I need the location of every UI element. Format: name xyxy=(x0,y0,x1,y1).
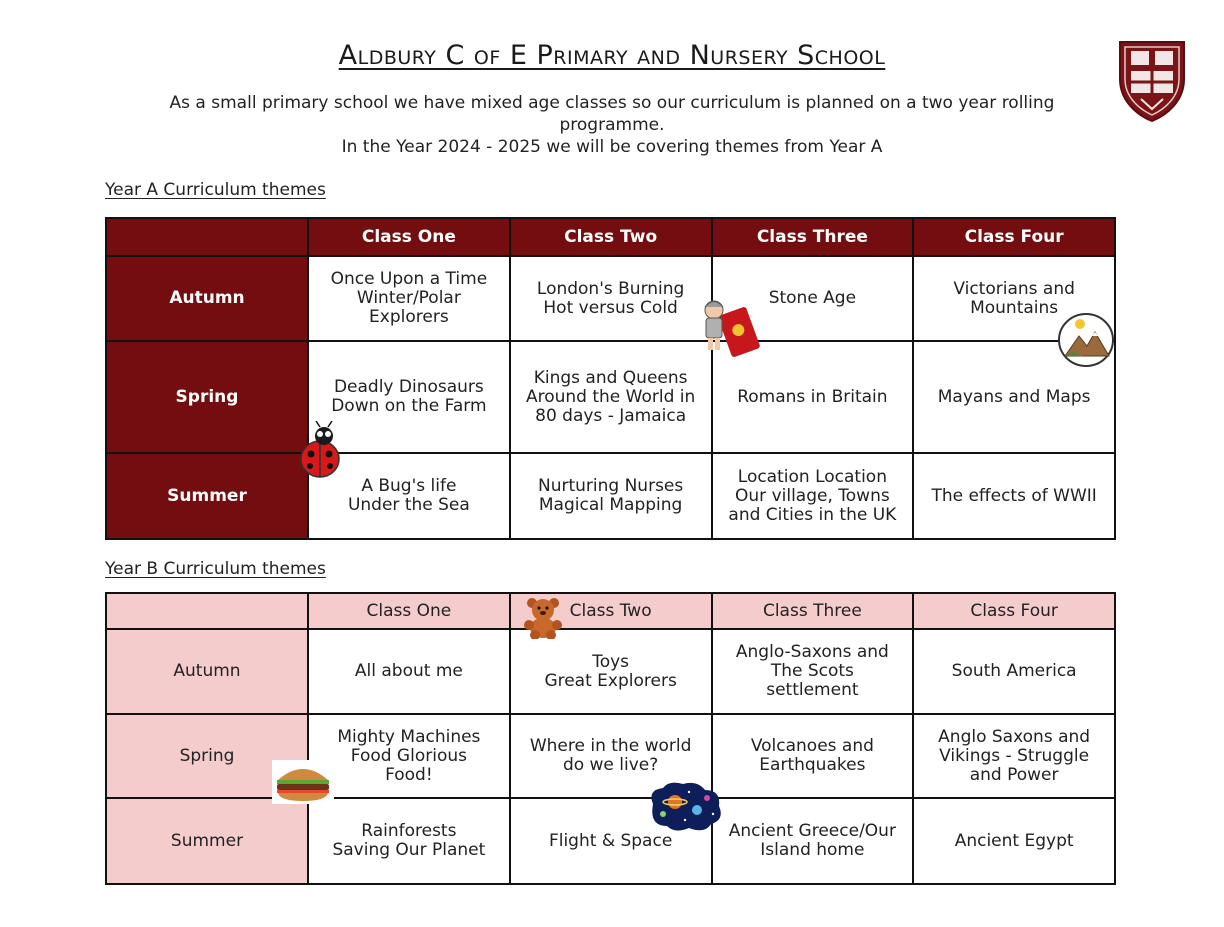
table-header-row xyxy=(106,593,1115,629)
table-row xyxy=(106,798,1115,884)
burger-icon xyxy=(272,760,334,804)
year-a-table xyxy=(105,217,1116,540)
theme-cell: Romans in Britain xyxy=(712,341,914,453)
theme-cell: Anglo Saxons and Vikings - Struggle and Power xyxy=(913,714,1115,798)
theme-cell: Location Location Our village, Towns and Cities in the UK xyxy=(712,453,914,539)
theme-cell: Rainforests Saving Our Planet xyxy=(308,798,510,884)
theme-cell: London's Burning Hot versus Cold xyxy=(510,256,712,341)
theme-cell: Ancient Greece/Our Island home xyxy=(712,798,914,884)
column-header: Class One xyxy=(308,593,510,629)
theme-cell: Ancient Egypt xyxy=(913,798,1115,884)
table-header-row xyxy=(106,218,1115,256)
theme-cell: Mayans and Maps xyxy=(913,341,1115,453)
term-label: Autumn xyxy=(106,256,308,341)
page-title: Aldbury C of E Primary and Nursery School xyxy=(338,40,886,71)
column-header: Class Two xyxy=(510,218,712,256)
theme-cell: Where in the world do we live? xyxy=(510,714,712,798)
column-header: Class Four xyxy=(913,218,1115,256)
year-b-heading: Year B Curriculum themes xyxy=(105,559,326,579)
teddy-bear-icon xyxy=(521,595,565,639)
term-label: Summer xyxy=(106,798,308,884)
theme-cell: Deadly Dinosaurs Down on the Farm xyxy=(308,341,510,453)
roman-soldier-icon xyxy=(700,296,760,360)
school-crest-icon xyxy=(1117,39,1187,123)
theme-cell: All about me xyxy=(308,629,510,714)
intro-line-1: As a small primary school we have mixed age classes so our curriculum is planned on a two year rolling programme. xyxy=(169,93,1055,135)
ladybird-icon xyxy=(298,421,344,481)
theme-cell: Victorians and Mountains xyxy=(913,256,1115,341)
column-header: Class Two xyxy=(510,593,712,629)
table-row xyxy=(106,341,1115,453)
theme-cell: South America xyxy=(913,629,1115,714)
theme-cell: Nurturing Nurses Magical Mapping xyxy=(510,453,712,539)
term-label: Spring xyxy=(106,341,308,453)
theme-cell: Anglo-Saxons and The Scots settlement xyxy=(712,629,914,714)
intro-line-2: In the Year 2024 - 2025 we will be covering themes from Year A xyxy=(341,137,883,157)
theme-cell: Volcanoes and Earthquakes xyxy=(712,714,914,798)
corner-cell xyxy=(106,218,308,256)
term-label: Spring xyxy=(106,714,308,798)
column-header: Class Three xyxy=(712,593,914,629)
theme-cell: Stone Age xyxy=(712,256,914,341)
corner-cell xyxy=(106,593,308,629)
mountain-icon xyxy=(1057,312,1115,368)
theme-cell: Once Upon a Time Winter/Polar Explorers xyxy=(308,256,510,341)
theme-cell: Flight & Space xyxy=(510,798,712,884)
table-row xyxy=(106,256,1115,341)
theme-cell: The effects of WWII xyxy=(913,453,1115,539)
theme-cell: A Bug's life Under the Sea xyxy=(308,453,510,539)
theme-cell: Mighty Machines Food Glorious Food! xyxy=(308,714,510,798)
column-header: Class Four xyxy=(913,593,1115,629)
theme-cell: Kings and Queens Around the World in 80 days - Jamaica xyxy=(510,341,712,453)
year-b-table xyxy=(105,592,1116,885)
table-row xyxy=(106,714,1115,798)
intro-text xyxy=(150,92,1074,158)
term-label: Summer xyxy=(106,453,308,539)
column-header: Class Three xyxy=(712,218,914,256)
space-planets-icon xyxy=(645,780,725,834)
theme-cell: Toys Great Explorers xyxy=(510,629,712,714)
column-header: Class One xyxy=(308,218,510,256)
table-row xyxy=(106,453,1115,539)
year-a-heading: Year A Curriculum themes xyxy=(105,180,326,200)
table-row xyxy=(106,629,1115,714)
term-label: Autumn xyxy=(106,629,308,714)
